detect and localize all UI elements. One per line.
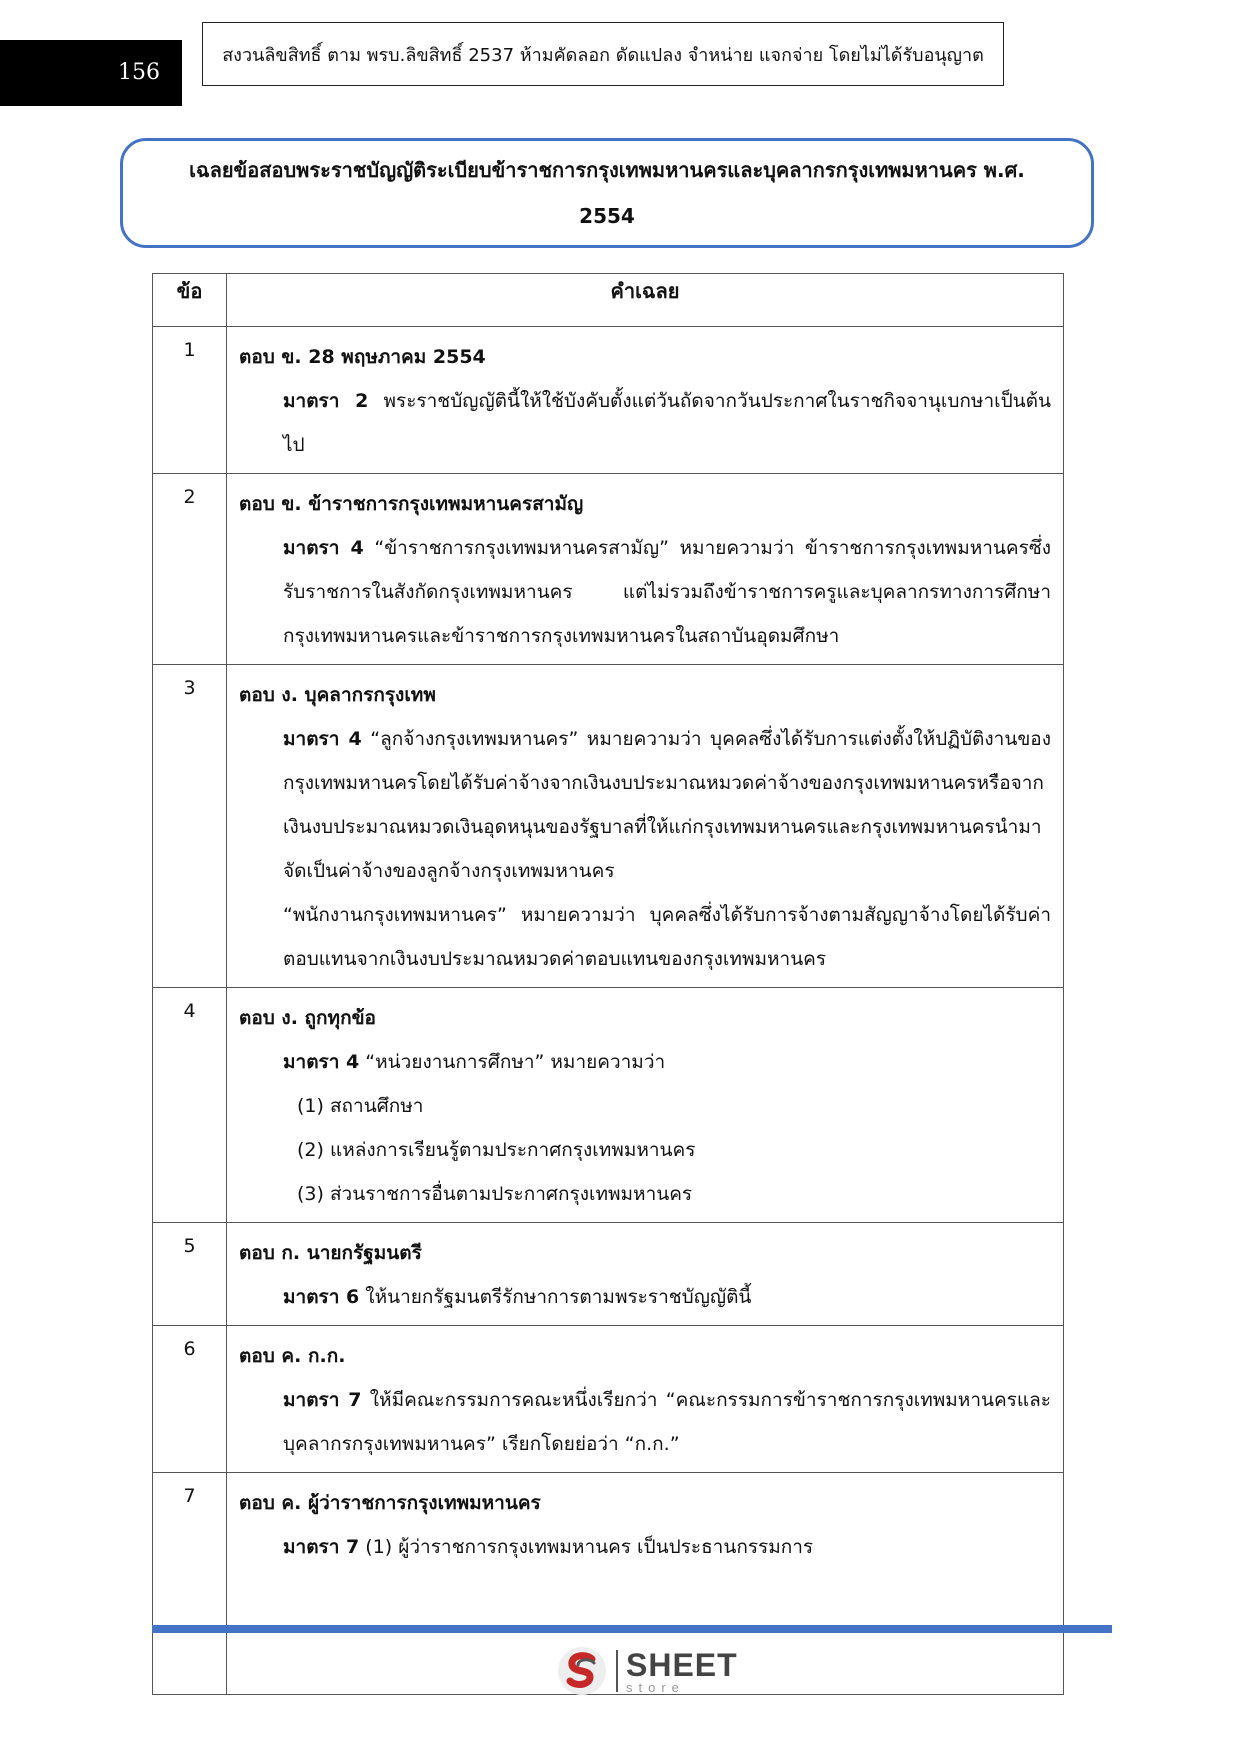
logo-main-text: SHEET <box>626 1646 738 1683</box>
table-row <box>153 1326 1064 1473</box>
s-logo-icon <box>556 1645 608 1697</box>
answer-choice: ตอบ ค. ก.ก. <box>239 1345 346 1367</box>
copyright-notice-box <box>202 22 1004 86</box>
explanation <box>239 717 1051 893</box>
explanation <box>239 1378 1051 1466</box>
section-ref: มาตรา 4 <box>283 537 364 559</box>
section-ref: มาตรา 4 <box>283 1051 360 1073</box>
section-text: “หน่วยงานการศึกษา” หมายความว่า <box>359 1051 666 1073</box>
page-number: 156 <box>118 60 160 85</box>
sheet-store-logo <box>556 1645 738 1697</box>
answer-cell <box>227 327 1064 474</box>
footer-rule <box>152 1625 1112 1633</box>
answer-cell <box>227 665 1064 988</box>
answer-choice: ตอบ ก. นายกรัฐมนตรี <box>239 1242 422 1264</box>
row-number: 2 <box>153 474 227 665</box>
document-title <box>189 147 1025 239</box>
section-text: พระราชบัญญัตินี้ให้ใช้บังคับตั้งแต่วันถัดจากวันประกาศในราชกิจจานุเบกษาเป็นต้นไป <box>283 390 1051 456</box>
row-number: 7 <box>153 1473 227 1695</box>
section-text: (1) ผู้ว่าราชการกรุงเทพมหานคร เป็นประธานกรรมการ <box>359 1536 814 1558</box>
row-number: 6 <box>153 1326 227 1473</box>
table-row <box>153 327 1064 474</box>
table-row <box>153 665 1064 988</box>
copyright-notice: สงวนลิขสิทธิ์ ตาม พรบ.ลิขสิทธิ์ 2537 ห้ามคัดลอก ดัดแปลง จำหน่าย แจกจ่าย โดยไม่ได้รับอนุญาต <box>222 44 984 66</box>
row-number: 1 <box>153 327 227 474</box>
row-number: 4 <box>153 988 227 1223</box>
explanation <box>239 1040 1051 1084</box>
section-text: “ข้าราชการกรุงเทพมหานครสามัญ” หมายความว่า ข้าราชการกรุงเทพมหานครซึ่งรับราชการในสังกัดกรุงเทพมหานคร แต่ไม่รวมถึงข้าราชการครูและบุคลากรทางการศึกษากรุงเทพมหานครและข้าราชการกรุงเทพมหานครในสถาบันอุดมศึกษา <box>283 537 1051 647</box>
logo-sub-text: store <box>626 1679 685 1695</box>
table-row <box>153 474 1064 665</box>
answer-cell <box>227 1223 1064 1326</box>
answer-cell <box>227 1326 1064 1473</box>
section-ref: มาตรา 6 <box>283 1286 360 1308</box>
section-ref: มาตรา 7 <box>283 1536 360 1558</box>
section-text: “ลูกจ้างกรุงเทพมหานคร” หมายความว่า บุคคลซึ่งได้รับการแต่งตั้งให้ปฏิบัติงานของกรุงเทพมหานครโดยได้รับค่าจ้างจากเงินงบประมาณหมวดค่าจ้างของกรุงเทพมหานครหรือจากเงินงบประมาณหมวดเงินอุดหนุนของรัฐบาลที่ให้แก่กรุงเทพมหานครและกรุงเทพมหานครนำมาจัดเป็นค่าจ้างของลูกจ้างกรุงเทพมหานคร <box>283 728 1051 882</box>
answer-choice: ตอบ ข. 28 พฤษภาคม 2554 <box>239 346 486 368</box>
answer-table <box>152 273 1064 1695</box>
answer-choice: ตอบ ง. ถูกทุกข้อ <box>239 1007 376 1029</box>
table-header-row <box>153 274 1064 327</box>
answer-cell <box>227 988 1064 1223</box>
explanation <box>239 1275 1051 1319</box>
answer-choice: ตอบ ข. ข้าราชการกรุงเทพมหานครสามัญ <box>239 493 584 515</box>
title-line-1: เฉลยข้อสอบพระราชบัญญัติระเบียบข้าราชการกรุงเทพมหานครและบุคลากรกรุงเทพมหานคร พ.ศ. <box>189 158 1025 182</box>
logo-separator <box>616 1650 618 1692</box>
table-row <box>153 1223 1064 1326</box>
list-item: (2) แหล่งการเรียนรู้ตามประกาศกรุงเทพมหานคร <box>297 1139 696 1161</box>
explanation <box>239 1525 1051 1569</box>
explanation <box>239 379 1051 467</box>
section-text: ให้นายกรัฐมนตรีรักษาการตามพระราชบัญญัตินี้ <box>359 1286 752 1308</box>
answer-choice: ตอบ ค. ผู้ว่าราชการกรุงเทพมหานคร <box>239 1492 541 1514</box>
header-no: ข้อ <box>153 274 227 327</box>
section-text: ให้มีคณะกรรมการคณะหนึ่งเรียกว่า “คณะกรรมการข้าราชการกรุงเทพมหานครและบุคลากรกรุงเทพมหานคร” เรียกโดยย่อว่า “ก.ก.” <box>283 1389 1051 1455</box>
list-item: (1) สถานศึกษา <box>297 1095 424 1117</box>
explanation <box>239 526 1051 658</box>
table-row <box>153 988 1064 1223</box>
section-ref: มาตรา 2 <box>283 390 369 412</box>
logo-wordmark <box>626 1646 738 1695</box>
list-item: (3) ส่วนราชการอื่นตามประกาศกรุงเทพมหานคร <box>297 1183 693 1205</box>
header-answer: คำเฉลย <box>227 274 1064 327</box>
section-ref: มาตรา 7 <box>283 1389 362 1411</box>
title-box <box>120 138 1094 248</box>
answer-choice: ตอบ ง. บุคลากรกรุงเทพ <box>239 684 436 706</box>
row-number: 3 <box>153 665 227 988</box>
title-line-2: 2554 <box>579 204 635 228</box>
explanation-2: “พนักงานกรุงเทพมหานคร” หมายความว่า บุคคลซึ่งได้รับการจ้างตามสัญญาจ้างโดยได้รับค่าตอบแทนจากเงินงบประมาณหมวดค่าตอบแทนของกรุงเทพมหานคร <box>283 904 1051 970</box>
answer-cell <box>227 474 1064 665</box>
row-number: 5 <box>153 1223 227 1326</box>
section-ref: มาตรา 4 <box>283 728 362 750</box>
